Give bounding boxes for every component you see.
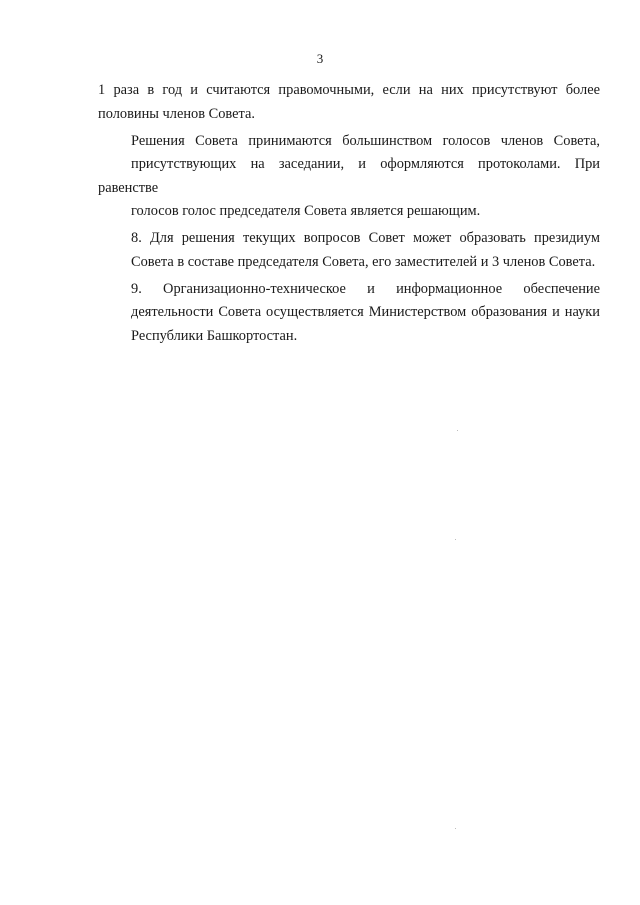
text-line: деятельности Совета осуществляется Министерством образования и науки: [131, 304, 600, 320]
paragraph-decisions: [98, 130, 600, 224]
scan-speck: [455, 828, 456, 829]
document-body: [98, 79, 600, 352]
scan-speck: [457, 430, 458, 431]
text-line: половины членов Совета.: [98, 105, 255, 122]
text-line: Республики Башкортостан.: [131, 327, 298, 344]
text-line: Решения Совета принимаются большинством голосов членов Совета,: [131, 132, 600, 149]
page-number: 3: [316, 51, 324, 66]
paragraph-item-9: [98, 278, 600, 349]
text-line: 8. Для решения текущих вопросов Совет может образовать президиум: [131, 230, 600, 246]
text-line: 9. Организационно-техническое и информационное обеспечение: [131, 280, 600, 297]
scan-speck: [455, 539, 456, 540]
text-line: голосов голос председателя Совета является решающим.: [131, 203, 481, 219]
text-line: присутствующих на заседании, и оформляются протоколами. При равенстве: [98, 156, 600, 196]
text-line: Совета в составе председателя Совета, его заместителей и 3 членов Совета.: [131, 253, 596, 270]
paragraph-continuation: [98, 79, 600, 126]
text-line: 1 раза в год и считаются правомочными, если на них присутствуют более: [98, 82, 600, 98]
paragraph-item-8: [98, 227, 600, 274]
